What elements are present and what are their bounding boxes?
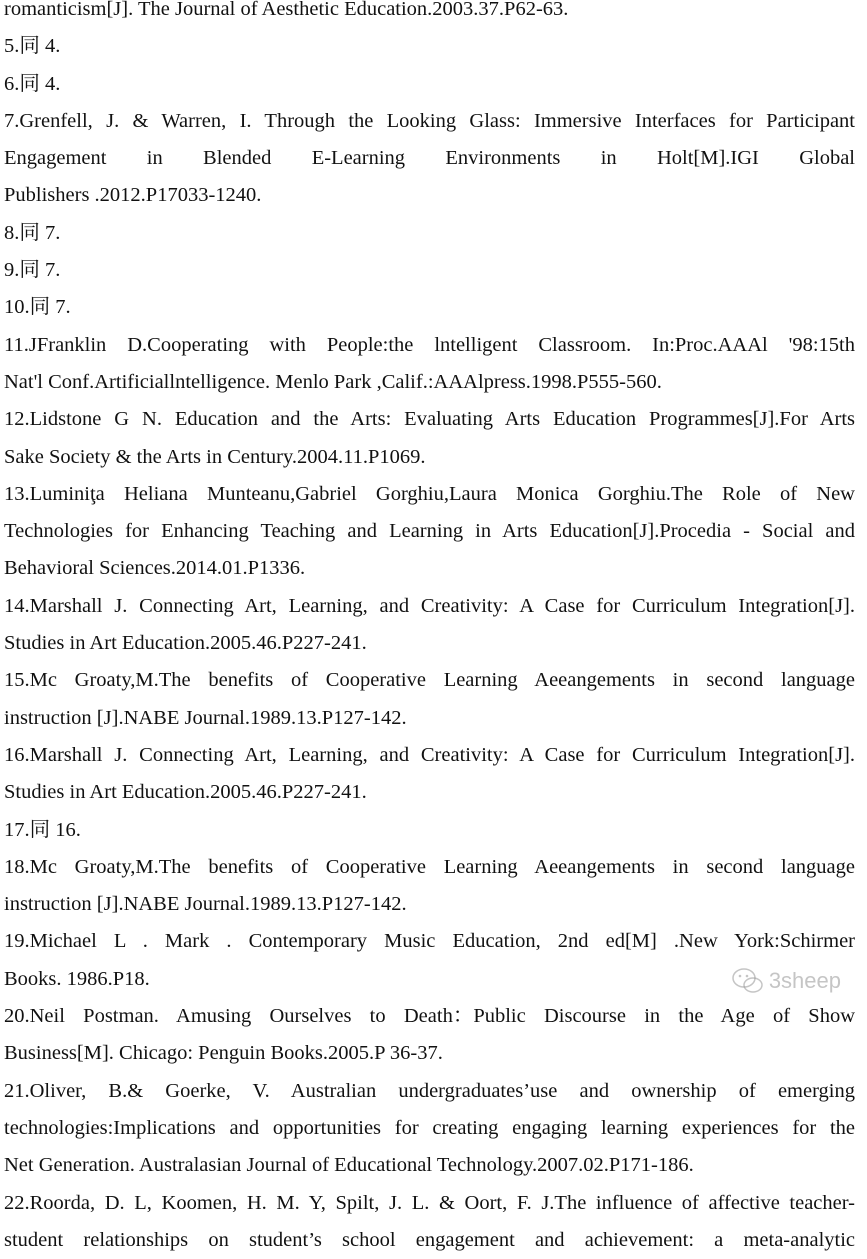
reference-entry: [4, 849, 855, 924]
reference-line-row: [4, 103, 855, 140]
reference-line: Net Generation. Australasian Journal of Educational Technology.2007.02.P171-186.: [4, 1147, 694, 1184]
reference-entry: [4, 252, 855, 289]
reference-line: 19.Michael L . Mark . Contemporary Music Education, 2nd ed[M] .New York:Schirmer: [4, 923, 855, 960]
reference-line-row: [4, 1222, 855, 1259]
reference-line: 11.JFranklin D.Cooperating with People:the lntelligent Classroom. In:Proc.AAAl '98:15th: [4, 327, 855, 364]
reference-line: 22.Roorda, D. L, Koomen, H. M. Y, Spilt, J. L. & Oort, F. J.The influence of affective teacher-: [4, 1185, 855, 1222]
reference-line-row: [4, 1035, 855, 1072]
reference-line: Business[M]. Chicago: Penguin Books.2005.P 36-37.: [4, 1035, 443, 1072]
reference-entry: [4, 289, 855, 326]
reference-line-row: [4, 0, 855, 28]
reference-entry: [4, 327, 855, 402]
reference-line-row: [4, 625, 855, 662]
reference-entry: [4, 812, 855, 849]
reference-entry: [4, 0, 855, 28]
reference-line-row: [4, 215, 855, 252]
wechat-icon: [731, 966, 765, 996]
reference-entry: [4, 588, 855, 663]
reference-line-row: [4, 737, 855, 774]
reference-line: 18.Mc Groaty,M.The benefits of Cooperative Learning Aeeangements in second language: [4, 849, 855, 886]
reference-line: romanticism[J]. The Journal of Aesthetic Education.2003.37.P62-63.: [4, 0, 568, 28]
reference-line: 13.Luminiţa Heliana Munteanu,Gabriel Gorghiu,Laura Monica Gorghiu.The Role of New: [4, 476, 855, 513]
reference-line: 15.Mc Groaty,M.The benefits of Cooperative Learning Aeeangements in second language: [4, 662, 855, 699]
reference-line: 5.同 4.: [4, 28, 60, 65]
reference-line-row: [4, 401, 855, 438]
reference-entry: [4, 401, 855, 476]
reference-line-row: [4, 476, 855, 513]
reference-line: 10.同 7.: [4, 289, 71, 326]
reference-entry: [4, 1185, 855, 1259]
reference-line-row: [4, 662, 855, 699]
reference-line-row: [4, 364, 855, 401]
reference-entry: [4, 662, 855, 737]
reference-line-row: [4, 998, 855, 1035]
reference-line: Publishers .2012.P17033-1240.: [4, 177, 261, 214]
reference-line: Nat'l Conf.Artificiallntelligence. Menlo Park ,Calif.:AAAlpress.1998.P555-560.: [4, 364, 662, 401]
reference-entry: [4, 476, 855, 588]
reference-line-row: [4, 327, 855, 364]
reference-line-row: [4, 252, 855, 289]
reference-line: 21.Oliver, B.& Goerke, V. Australian undergraduates’use and ownership of emerging: [4, 1073, 855, 1110]
reference-line-row: [4, 140, 855, 177]
reference-line-row: [4, 513, 855, 550]
reference-line: student relationships on student’s school engagement and achievement: a meta-analytic: [4, 1222, 855, 1259]
watermark-text: 3sheep: [769, 968, 841, 994]
reference-line: Studies in Art Education.2005.46.P227-241.: [4, 774, 367, 811]
reference-list: [4, 0, 855, 1259]
reference-line: 20.Neil Postman. Amusing Ourselves to Death：Public Discourse in the Age of Show: [4, 998, 855, 1035]
reference-entry: [4, 66, 855, 103]
reference-line-row: [4, 28, 855, 65]
reference-line-row: [4, 1110, 855, 1147]
reference-line: Technologies for Enhancing Teaching and Learning in Arts Education[J].Procedia - Social and: [4, 513, 855, 550]
reference-line: Sake Society & the Arts in Century.2004.11.P1069.: [4, 439, 426, 476]
reference-line: instruction [J].NABE Journal.1989.13.P127-142.: [4, 886, 407, 923]
reference-line: 6.同 4.: [4, 66, 60, 103]
reference-line-row: [4, 289, 855, 326]
reference-line: Engagement in Blended E-Learning Environments in Holt[M].IGI Global: [4, 140, 855, 177]
reference-entry: [4, 737, 855, 812]
reference-line-row: [4, 812, 855, 849]
reference-line: 7.Grenfell, J. & Warren, I. Through the Looking Glass: Immersive Interfaces for Participant: [4, 103, 855, 140]
reference-line-row: [4, 1147, 855, 1184]
watermark: [731, 966, 841, 996]
reference-line-row: [4, 886, 855, 923]
reference-line: 8.同 7.: [4, 215, 60, 252]
reference-line: 14.Marshall J. Connecting Art, Learning, and Creativity: A Case for Curriculum Integration[J].: [4, 588, 855, 625]
reference-entry: [4, 998, 855, 1073]
reference-entry: [4, 1073, 855, 1185]
reference-line: Studies in Art Education.2005.46.P227-241.: [4, 625, 367, 662]
reference-entry: [4, 103, 855, 215]
reference-line: technologies:Implications and opportunities for creating engaging learning experiences for the: [4, 1110, 855, 1147]
reference-line: Behavioral Sciences.2014.01.P1336.: [4, 550, 305, 587]
reference-entry: [4, 923, 855, 998]
reference-line-row: [4, 849, 855, 886]
reference-line-row: [4, 961, 855, 998]
reference-line-row: [4, 774, 855, 811]
reference-line: 17.同 16.: [4, 812, 81, 849]
reference-line-row: [4, 550, 855, 587]
reference-line-row: [4, 588, 855, 625]
reference-line-row: [4, 923, 855, 960]
reference-line: 12.Lidstone G N. Education and the Arts: Evaluating Arts Education Programmes[J].For Arts: [4, 401, 855, 438]
reference-line-row: [4, 177, 855, 214]
reference-line-row: [4, 1073, 855, 1110]
reference-line-row: [4, 66, 855, 103]
reference-line: 9.同 7.: [4, 252, 60, 289]
reference-line: instruction [J].NABE Journal.1989.13.P127-142.: [4, 700, 407, 737]
reference-line-row: [4, 1185, 855, 1222]
reference-line-row: [4, 700, 855, 737]
reference-entry: [4, 215, 855, 252]
reference-line-row: [4, 439, 855, 476]
reference-line: 16.Marshall J. Connecting Art, Learning, and Creativity: A Case for Curriculum Integration[J].: [4, 737, 855, 774]
reference-line: Books. 1986.P18.: [4, 961, 150, 998]
reference-entry: [4, 28, 855, 65]
